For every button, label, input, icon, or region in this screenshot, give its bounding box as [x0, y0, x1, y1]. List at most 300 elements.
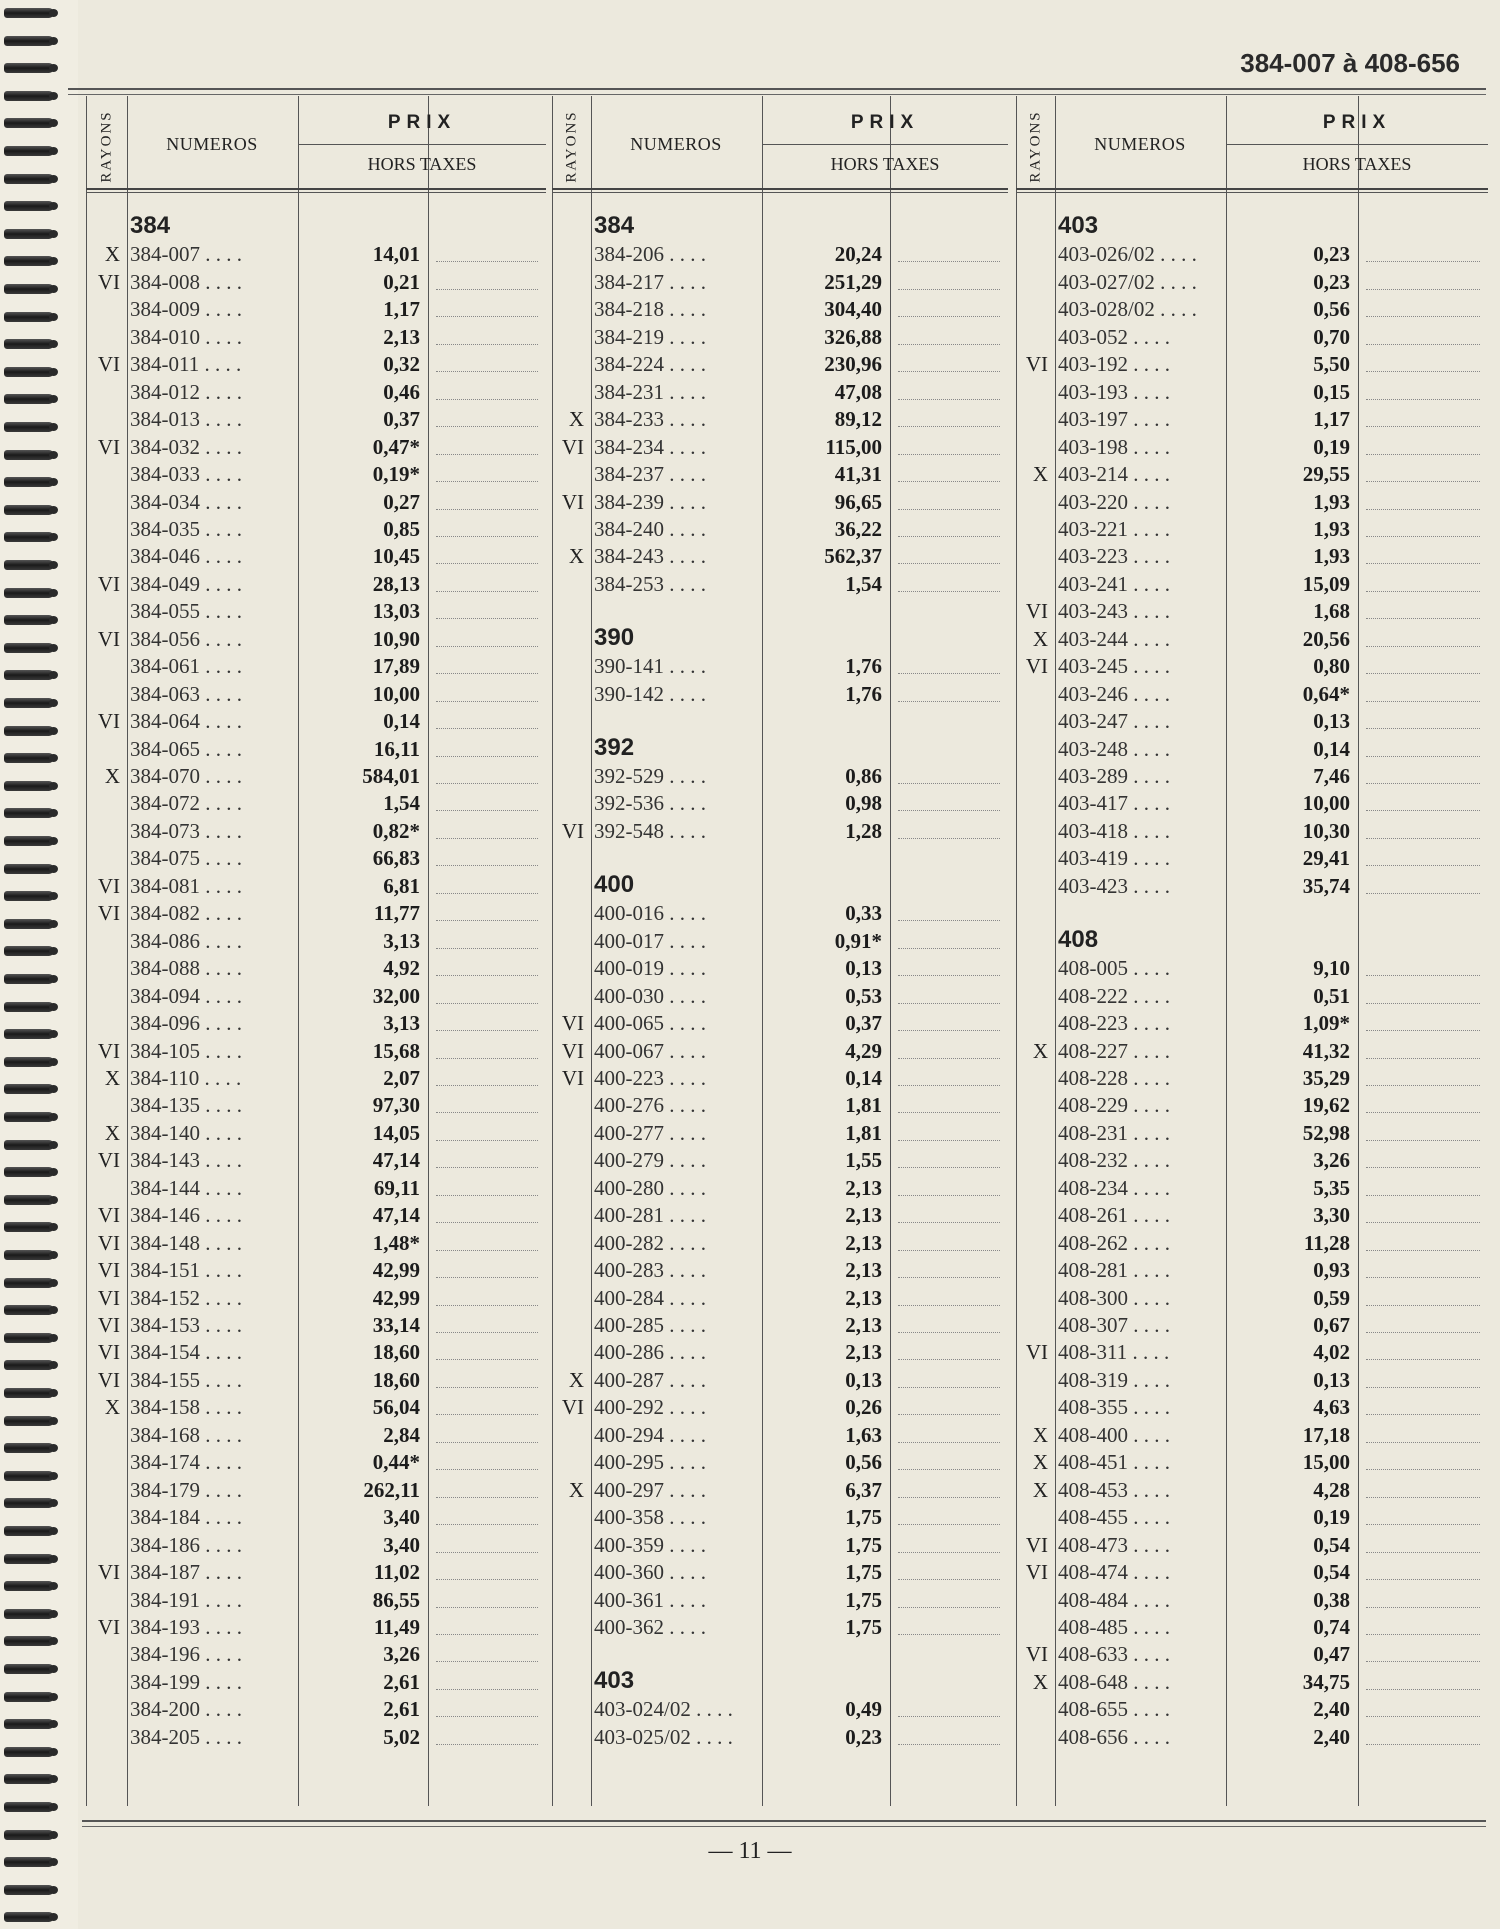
item-price: 251,29 — [824, 269, 882, 294]
item-number: 408-319 . . . . — [1058, 1367, 1170, 1392]
entry-line — [898, 454, 1000, 455]
entry-line — [436, 1085, 538, 1086]
spiral-coil — [4, 1664, 54, 1674]
item-price: 1,17 — [383, 297, 420, 322]
item-price: 0,46 — [383, 379, 420, 404]
item-number: 408-229 . . . . — [1058, 1093, 1170, 1118]
item-price: 0,82* — [372, 818, 420, 843]
rayon-code: VI — [1025, 1560, 1048, 1585]
entry-line — [1366, 838, 1480, 839]
item-number: 408-474 . . . . — [1058, 1560, 1170, 1585]
item-number: 403-246 . . . . — [1058, 681, 1170, 706]
item-number: 408-307 . . . . — [1058, 1313, 1170, 1337]
rayon-code: VI — [1025, 352, 1048, 377]
item-price: 20,56 — [1302, 626, 1350, 651]
entry-line — [898, 1140, 1000, 1141]
spiral-coil — [4, 256, 54, 266]
spiral-binding — [0, 0, 78, 1929]
entry-line — [1366, 1387, 1480, 1388]
item-price: 0,19 — [1313, 434, 1350, 459]
spiral-coil — [4, 339, 54, 349]
table-row — [552, 571, 1008, 598]
item-number: 384-034 . . . . — [130, 489, 242, 514]
item-number: 392-529 . . . . — [594, 764, 706, 788]
item-number: 408-453 . . . . — [1058, 1477, 1170, 1502]
item-price: 42,99 — [372, 1285, 420, 1310]
item-price: 36,22 — [834, 516, 882, 541]
table-row — [552, 1147, 1008, 1174]
spiral-coil — [4, 1305, 54, 1315]
item-number: 384-063 . . . . — [130, 681, 242, 706]
item-price: 0,19 — [1313, 1505, 1350, 1530]
entry-line — [436, 1607, 538, 1608]
item-price: 0,85 — [383, 516, 420, 541]
table-row — [86, 900, 546, 927]
item-number: 384-056 . . . . — [130, 626, 242, 651]
item-number: 400-017 . . . . — [594, 928, 706, 953]
entry-line — [898, 1469, 1000, 1470]
item-number: 403-245 . . . . — [1058, 654, 1170, 679]
item-price: 0,53 — [845, 983, 882, 1008]
entry-line — [1366, 618, 1480, 619]
entry-line — [436, 1689, 538, 1690]
entry-line — [436, 289, 538, 290]
table-row — [1016, 406, 1488, 433]
table-row — [552, 1422, 1008, 1449]
entry-line — [436, 810, 538, 811]
header-bottom-rule-thin — [1016, 192, 1488, 193]
item-number: 400-295 . . . . — [594, 1450, 706, 1475]
table-row — [86, 1285, 546, 1312]
rayon-code: VI — [97, 709, 120, 734]
entry-line — [898, 1359, 1000, 1360]
entry-line — [1366, 673, 1480, 674]
item-number: 384-205 . . . . — [130, 1724, 242, 1749]
page-range-header: 384-007 à 408-656 — [1240, 48, 1460, 78]
entry-line — [436, 1414, 538, 1415]
item-number: 384-253 . . . . — [594, 571, 706, 596]
item-number: 384-146 . . . . — [130, 1203, 242, 1228]
spiral-coil — [4, 1581, 54, 1591]
item-price: 15,09 — [1302, 571, 1350, 596]
item-price: 0,13 — [845, 956, 882, 981]
item-price: 52,98 — [1302, 1120, 1350, 1145]
table-row — [86, 434, 546, 461]
item-price: 3,30 — [1313, 1203, 1350, 1228]
prix-header: PRIX — [850, 112, 920, 133]
item-price: 1,54 — [845, 571, 882, 596]
numeros-header: NUMEROS — [166, 134, 258, 154]
item-price: 115,00 — [825, 434, 882, 459]
rayon-code: X — [104, 1065, 120, 1090]
item-price: 3,40 — [383, 1532, 420, 1557]
item-price: 6,81 — [383, 873, 420, 898]
table-row — [1016, 983, 1488, 1010]
item-price: 0,26 — [845, 1395, 882, 1420]
item-number: 384-140 . . . . — [130, 1120, 242, 1145]
table-row — [1016, 516, 1488, 543]
item-price: 2,84 — [383, 1422, 420, 1447]
table-row — [86, 983, 546, 1010]
spiral-coil — [4, 1554, 54, 1564]
spiral-coil — [4, 63, 54, 73]
entry-line — [436, 1716, 538, 1717]
spiral-coil — [4, 1609, 54, 1619]
table-row — [86, 1614, 546, 1641]
rayon-code: VI — [97, 1285, 120, 1310]
entry-line — [1366, 646, 1480, 647]
item-price: 2,61 — [383, 1697, 420, 1722]
table-row — [86, 379, 546, 406]
item-price: 0,86 — [845, 764, 882, 788]
prix-header-divider — [1226, 144, 1488, 145]
entry-line — [898, 261, 1000, 262]
item-price: 0,13 — [1313, 1367, 1350, 1392]
table-row — [552, 1312, 1008, 1339]
table-row — [552, 1504, 1008, 1531]
table-row — [86, 1587, 546, 1614]
table-row — [552, 1038, 1008, 1065]
item-number: 400-019 . . . . — [594, 956, 706, 981]
table-row — [552, 489, 1008, 516]
header-bottom-rule-thin — [552, 192, 1008, 193]
rayon-code: VI — [561, 1038, 584, 1063]
rayon-code: VI — [561, 434, 584, 459]
table-row — [552, 1614, 1008, 1641]
table-row — [1016, 489, 1488, 516]
item-price: 35,74 — [1302, 873, 1350, 898]
table-row — [552, 269, 1008, 296]
entry-line — [898, 1195, 1000, 1196]
item-price: 1,28 — [845, 818, 882, 843]
spiral-coil — [4, 8, 54, 18]
table-row — [86, 269, 546, 296]
rayon-code: VI — [561, 1065, 584, 1090]
item-price: 1,55 — [845, 1148, 882, 1173]
item-price: 0,47 — [1313, 1642, 1350, 1667]
item-price: 2,13 — [845, 1175, 882, 1200]
item-number: 384-174 . . . . — [130, 1450, 242, 1475]
item-price: 562,37 — [824, 544, 882, 569]
item-price: 1,75 — [845, 1587, 882, 1612]
item-price: 1,63 — [845, 1422, 882, 1447]
table-row — [86, 516, 546, 543]
item-price: 0,27 — [383, 489, 420, 514]
rayon-code: VI — [97, 1313, 120, 1337]
item-number: 403-221 . . . . — [1058, 516, 1170, 541]
entry-line — [1366, 1524, 1480, 1525]
rayon-code: VI — [97, 626, 120, 651]
group-heading: 384 — [594, 212, 635, 239]
table-row — [1016, 351, 1488, 378]
table-row — [86, 1422, 546, 1449]
item-price: 1,75 — [845, 1505, 882, 1530]
entry-line — [1366, 1222, 1480, 1223]
item-price: 0,80 — [1313, 654, 1350, 679]
table-row — [1016, 1696, 1488, 1723]
table-row — [86, 818, 546, 845]
item-number: 384-152 . . . . — [130, 1285, 242, 1310]
item-price: 41,32 — [1302, 1038, 1350, 1063]
spiral-coil — [4, 836, 54, 846]
spiral-coil — [4, 450, 54, 460]
item-price: 0,64* — [1302, 681, 1350, 706]
table-row — [86, 626, 546, 653]
entry-line — [436, 865, 538, 866]
entry-line — [1366, 1058, 1480, 1059]
spiral-coil — [4, 1526, 54, 1536]
header-bottom-rule — [552, 188, 1008, 190]
item-number: 384-158 . . . . — [130, 1395, 242, 1420]
item-price: 3,40 — [383, 1505, 420, 1530]
table-row — [1016, 708, 1488, 735]
table-row — [1016, 1038, 1488, 1065]
table-row — [1016, 1257, 1488, 1284]
table-row — [86, 790, 546, 817]
rayon-code: VI — [97, 1367, 120, 1392]
item-price: 1,17 — [1313, 407, 1350, 432]
entry-line — [898, 1524, 1000, 1525]
item-number: 384-206 . . . . — [594, 242, 706, 267]
entry-line — [1366, 591, 1480, 592]
table-row — [86, 324, 546, 351]
entry-line — [1366, 1716, 1480, 1717]
item-number: 403-193 . . . . — [1058, 379, 1170, 404]
group-heading: 400 — [594, 870, 635, 898]
item-price: 0,54 — [1313, 1532, 1350, 1557]
table-row — [86, 1669, 546, 1696]
item-price: 326,88 — [824, 324, 882, 349]
table-row — [552, 1532, 1008, 1559]
item-number: 403-289 . . . . — [1058, 764, 1170, 788]
entry-line — [1366, 1661, 1480, 1662]
item-number: 384-231 . . . . — [594, 379, 706, 404]
entry-line — [898, 1332, 1000, 1333]
item-price: 6,37 — [845, 1477, 882, 1502]
item-number: 384-196 . . . . — [130, 1642, 242, 1667]
entry-line — [1366, 371, 1480, 372]
entry-line — [1366, 810, 1480, 811]
group-heading: 384 — [130, 212, 171, 239]
table-row — [1016, 873, 1488, 900]
item-number: 408-261 . . . . — [1058, 1203, 1170, 1228]
entry-line — [898, 1497, 1000, 1498]
item-number: 384-191 . . . . — [130, 1587, 242, 1612]
item-number: 408-355 . . . . — [1058, 1395, 1170, 1420]
item-number: 384-193 . . . . — [130, 1614, 242, 1639]
item-number: 384-049 . . . . — [130, 571, 242, 596]
hors-taxes-header: HORS TAXES — [830, 154, 940, 174]
item-number: 384-155 . . . . — [130, 1367, 242, 1392]
entry-line — [1366, 893, 1480, 894]
table-row — [552, 516, 1008, 543]
entry-line — [1366, 1359, 1480, 1360]
spiral-coil — [4, 91, 54, 101]
item-number: 400-280 . . . . — [594, 1175, 706, 1200]
entry-line — [1366, 1250, 1480, 1251]
item-number: 408-281 . . . . — [1058, 1258, 1170, 1283]
table-row — [1016, 653, 1488, 680]
entry-line — [1366, 975, 1480, 976]
item-price: 29,41 — [1302, 846, 1350, 871]
rayon-code: X — [104, 242, 120, 267]
item-price: 47,14 — [372, 1203, 420, 1228]
item-price: 11,28 — [1303, 1230, 1350, 1255]
spiral-coil — [4, 1333, 54, 1343]
item-number: 408-234 . . . . — [1058, 1175, 1170, 1200]
item-number: 384-012 . . . . — [130, 379, 242, 404]
spiral-coil — [4, 781, 54, 791]
table-row — [552, 955, 1008, 982]
entry-line — [898, 1607, 1000, 1608]
item-price: 1,75 — [845, 1560, 882, 1585]
item-number: 403-192 . . . . — [1058, 352, 1170, 377]
numeros-header: NUMEROS — [630, 134, 722, 154]
item-price: 2,13 — [845, 1230, 882, 1255]
table-row — [552, 681, 1008, 708]
table-row — [86, 1010, 546, 1037]
price-panel-3 — [1016, 96, 1488, 1806]
entry-line — [436, 426, 538, 427]
spiral-coil — [4, 1885, 54, 1895]
rayon-code: VI — [97, 1258, 120, 1283]
table-row — [86, 1257, 546, 1284]
entry-line — [436, 1552, 538, 1553]
entry-line — [436, 316, 538, 317]
entry-line — [1366, 1277, 1480, 1278]
item-number: 384-009 . . . . — [130, 297, 242, 322]
spiral-coil — [4, 146, 54, 156]
spiral-coil — [4, 1167, 54, 1177]
prix-header-divider — [298, 144, 546, 145]
item-number: 384-200 . . . . — [130, 1697, 242, 1722]
entry-line — [1366, 289, 1480, 290]
bottom-rule — [82, 1820, 1486, 1822]
spiral-coil — [4, 560, 54, 570]
entry-line — [898, 1222, 1000, 1223]
rayon-code: X — [104, 1120, 120, 1145]
item-number: 408-656 . . . . — [1058, 1724, 1170, 1749]
entry-line — [898, 1058, 1000, 1059]
table-row — [1016, 269, 1488, 296]
rayon-code: X — [1032, 1038, 1048, 1063]
table-row — [1016, 790, 1488, 817]
item-number: 384-151 . . . . — [130, 1258, 242, 1283]
header-bottom-rule — [1016, 188, 1488, 190]
entry-line — [436, 618, 538, 619]
item-number: 400-285 . . . . — [594, 1313, 706, 1337]
spiral-coil — [4, 1278, 54, 1288]
table-row — [86, 928, 546, 955]
table-row — [1016, 1532, 1488, 1559]
rayon-code: X — [568, 407, 584, 432]
rayon-code: VI — [1025, 1642, 1048, 1667]
item-price: 1,81 — [845, 1120, 882, 1145]
table-row — [1016, 1614, 1488, 1641]
entry-line — [898, 975, 1000, 976]
item-number: 400-279 . . . . — [594, 1148, 706, 1173]
rayon-code: VI — [561, 818, 584, 843]
table-row — [552, 1202, 1008, 1229]
rayon-code: X — [1032, 1422, 1048, 1447]
item-price: 0,98 — [845, 791, 882, 816]
item-price: 5,35 — [1313, 1175, 1350, 1200]
item-number: 400-223 . . . . — [594, 1065, 706, 1090]
hors-taxes-header: HORS TAXES — [367, 154, 477, 174]
spiral-coil — [4, 1719, 54, 1729]
item-number: 400-067 . . . . — [594, 1038, 706, 1063]
table-row — [86, 461, 546, 488]
spiral-coil — [4, 1388, 54, 1398]
item-price: 1,76 — [845, 654, 882, 679]
entry-line — [1366, 316, 1480, 317]
spiral-coil — [4, 118, 54, 128]
item-number: 400-294 . . . . — [594, 1422, 706, 1447]
item-price: 2,13 — [845, 1340, 882, 1365]
entry-line — [898, 1112, 1000, 1113]
item-number: 403-423 . . . . — [1058, 873, 1170, 898]
item-price: 0,23 — [1313, 269, 1350, 294]
rayon-code: VI — [1025, 599, 1048, 624]
item-price: 1,54 — [383, 791, 420, 816]
item-price: 5,02 — [383, 1724, 420, 1749]
item-number: 408-455 . . . . — [1058, 1505, 1170, 1530]
item-price: 2,13 — [845, 1203, 882, 1228]
item-number: 400-292 . . . . — [594, 1395, 706, 1420]
item-price: 28,13 — [372, 571, 420, 596]
entry-line — [1366, 399, 1480, 400]
spiral-coil — [4, 1774, 54, 1784]
item-number: 408-484 . . . . — [1058, 1587, 1170, 1612]
spiral-coil — [4, 36, 54, 46]
item-price: 0,14 — [845, 1065, 882, 1090]
table-row — [1016, 1339, 1488, 1366]
table-row — [552, 1230, 1008, 1257]
table-row — [552, 983, 1008, 1010]
table-row — [1016, 1120, 1488, 1147]
item-price: 0,93 — [1313, 1258, 1350, 1283]
item-number: 384-065 . . . . — [130, 736, 242, 761]
table-row — [86, 1038, 546, 1065]
spiral-coil — [4, 505, 54, 515]
entry-line — [436, 1250, 538, 1251]
table-row — [86, 763, 546, 790]
item-price: 3,13 — [383, 1011, 420, 1036]
item-number: 384-240 . . . . — [594, 516, 706, 541]
item-number: 384-032 . . . . — [130, 434, 242, 459]
entry-line — [436, 1744, 538, 1745]
item-number: 400-287 . . . . — [594, 1367, 706, 1392]
table-row — [552, 461, 1008, 488]
item-number: 400-361 . . . . — [594, 1587, 706, 1612]
entry-line — [436, 563, 538, 564]
item-price: 10,90 — [372, 626, 420, 651]
item-price: 0,21 — [383, 269, 420, 294]
price-panel-2 — [552, 96, 1008, 1806]
item-price: 0,47* — [372, 434, 420, 459]
rayon-code: X — [568, 544, 584, 569]
table-row — [86, 681, 546, 708]
entry-line — [898, 536, 1000, 537]
entry-line — [436, 893, 538, 894]
entry-line — [898, 1250, 1000, 1251]
table-row — [1016, 1422, 1488, 1449]
item-price: 3,13 — [383, 928, 420, 953]
entry-line — [898, 810, 1000, 811]
spiral-coil — [4, 1140, 54, 1150]
entry-line — [436, 591, 538, 592]
entry-line — [436, 756, 538, 757]
